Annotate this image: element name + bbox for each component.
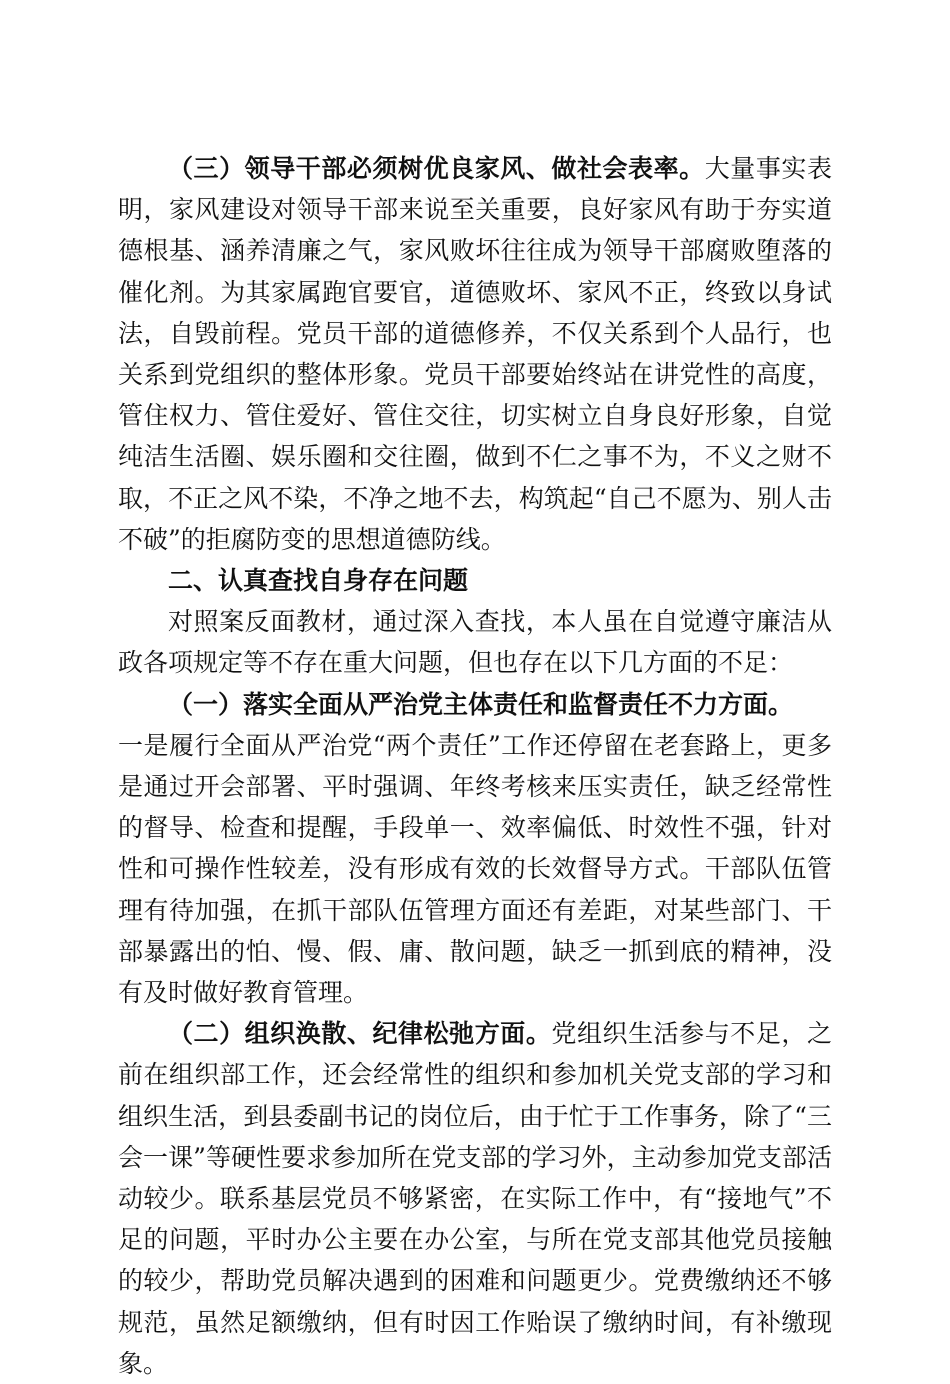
part-two-heading: 二、认真查找自身存在问题 [168, 566, 469, 596]
document-page [118, 148, 832, 1384]
section-three-body: 大量事实表明，家风建设对领导干部来说至关重要，良好家风有助于夯实道德根基、涵养清廉之气，家风败坏往往成为领导干部腐败堕落的催化剂。为其家属跑官要官，道德败坏、家风不正，终致以身试法，自毁前程。党员干部的道德修养，不仅关系到个人品行，也关系到党组织的整体形象。党员干部要始终站在讲党性的高度，管住权力、管住爱好、管住交往，切实树立自身良好形象，自觉纯洁生活圈、娱乐圈和交往圈，做到不仁之事不为，不义之财不取，不正之风不染，不净之地不去，构筑起“自己不愿为、别人击不破”的拒腐防变的思想道德防线。 [118, 154, 832, 554]
section-three-paragraph [118, 148, 832, 560]
item-one-heading: （一）落实全面从严治党主体责任和监督责任不力方面。 [168, 689, 794, 719]
item-two-heading: （二）组织涣散、纪律松弛方面。 [168, 1019, 552, 1049]
item-two-paragraph [118, 1013, 832, 1384]
item-two-body: 党组织生活参与不足，之前在组织部工作，还会经常性的组织和参加机关党支部的学习和组织生活，到县委副书记的岗位后，由于忙于工作事务，除了“三会一课”等硬性要求参加所在党支部的学习外，主动参加党支部活动较少。联系基层党员不够紧密，在实际工作中，有“接地气”不足的问题，平时办公主要在办公室，与所在党支部其他党员接触的较少，帮助党员解决遇到的困难和问题更少。党费缴纳还不够规范，虽然足额缴纳，但有时因工作贻误了缴纳时间，有补缴现象。 [118, 1019, 832, 1378]
section-three-heading: （三）领导干部必须树优良家风、做社会表率。 [168, 154, 705, 183]
item-one-body: 一是履行全面从严治党“两个责任”工作还停留在老套路上，更多是通过开会部署、平时强调、年终考核来压实责任，缺乏经常性的督导、检查和提醒，手段单一、效率偏低、时效性不强，针对性和可操作性较差，没有形成有效的长效督导方式。干部队伍管理有待加强，在抓干部队伍管理方面还有差距，对某些部门、干部暴露出的怕、慢、假、庸、散问题，缺乏一抓到底的精神，没有及时做好教育管理。 [118, 730, 832, 1008]
part-two-intro: 对照案反面教材，通过深入查找，本人虽在自觉遵守廉洁从政各项规定等不存在重大问题，但也存在以下几方面的不足： [118, 607, 832, 678]
